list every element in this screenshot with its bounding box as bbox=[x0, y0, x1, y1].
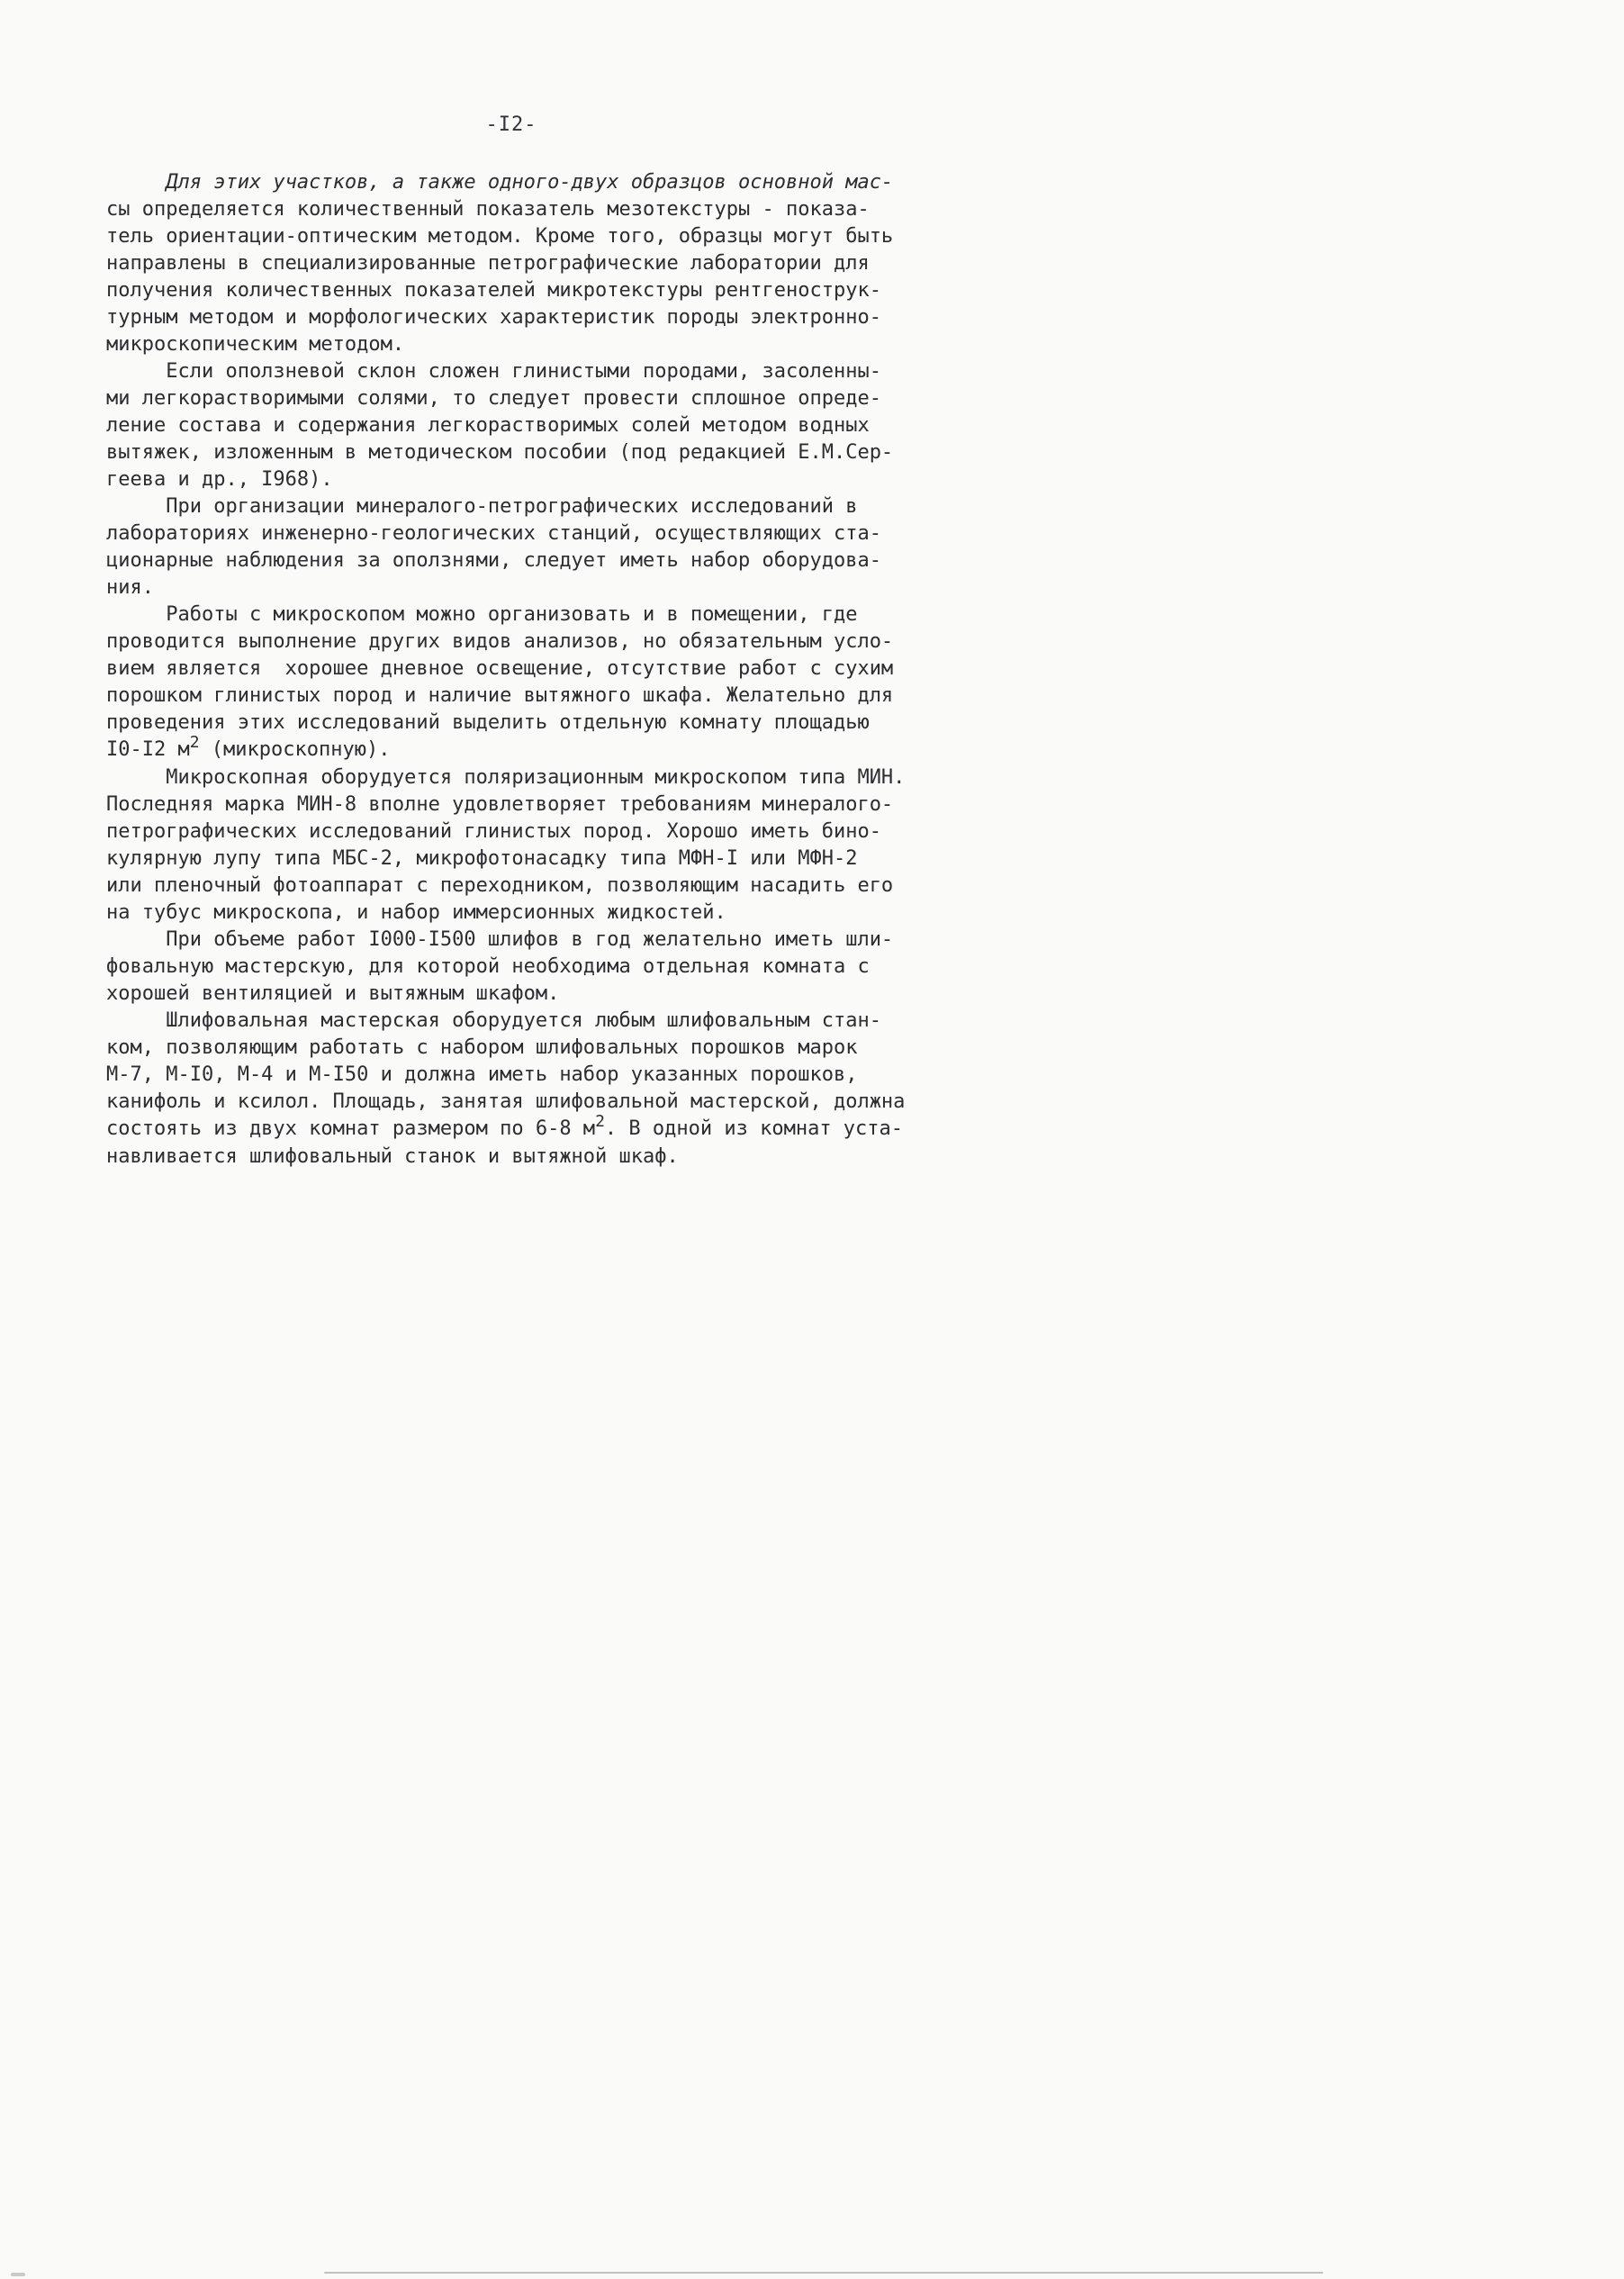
paragraph bbox=[106, 169, 970, 358]
text-line: Для этих участков, а также одного-двух образцов основной мас- bbox=[106, 171, 894, 194]
scan-corner-artifact bbox=[11, 2273, 25, 2276]
text-line: направлены в специализированные петрографические лаборатории для bbox=[106, 252, 870, 275]
text-line: ционарные наблюдения за оползнями, следует иметь набор оборудова- bbox=[106, 549, 881, 572]
document-body bbox=[106, 169, 970, 1171]
text-line: Микроскопная оборудуется поляризационным микроскопом типа МИН. bbox=[106, 766, 906, 789]
text-line: М-7, М-I0, М-4 и М-I50 и должна иметь набор указанных порошков, bbox=[106, 1063, 858, 1086]
text-line: сы определяется количественный показатель мезотекстуры - показа- bbox=[106, 198, 870, 221]
text-line: ление состава и содержания легкорастворимых солей методом водных bbox=[106, 414, 870, 437]
text-line: ния. bbox=[106, 576, 154, 599]
paragraph bbox=[106, 493, 970, 601]
scan-edge-artifact bbox=[324, 2272, 1323, 2274]
text-line: состоять из двух комнат размером по 6-8 $м^2$. В одной из комнат уста- bbox=[106, 1112, 904, 1140]
text-line: проводится выполнение других видов анализов, но обязательным усло- bbox=[106, 630, 894, 653]
text-line: петрографических исследований глинистых пород. Хорошо иметь бино- bbox=[106, 820, 881, 843]
text-line: проведения этих исследований выделить отдельную комнату площадью bbox=[106, 711, 870, 734]
text-line: кулярную лупу типа МБС-2, микрофотонасадку типа МФН-I или МФН-2 bbox=[106, 847, 858, 870]
paragraph bbox=[106, 1008, 970, 1171]
text-line: Шлифовальная мастерская оборудуется любым шлифовальным стан- bbox=[106, 1009, 881, 1032]
text-line: на тубус микроскопа, и набор иммерсионных жидкостей. bbox=[106, 901, 726, 924]
text-line: тель ориентации-оптическим методом. Кроме того, образцы могут быть bbox=[106, 225, 894, 248]
text-line: лабораториях инженерно-геологических станций, осуществляющих ста- bbox=[106, 522, 881, 545]
text-line: При объеме работ I000-I500 шлифов в год желательно иметь шли- bbox=[106, 928, 894, 951]
paragraph bbox=[106, 358, 970, 493]
page-number: -I2- bbox=[485, 113, 537, 136]
superscript-2: 2 bbox=[189, 733, 200, 752]
paragraph bbox=[106, 601, 970, 764]
text-line: микроскопическим методом. bbox=[106, 333, 405, 356]
text-line: навливается шлифовальный станок и вытяжной шкаф. bbox=[106, 1145, 679, 1168]
text-line: фовальную мастерскую, для которой необходима отдельная комната с bbox=[106, 955, 870, 978]
text-line: хорошей вентиляцией и вытяжным шкафом. bbox=[106, 982, 560, 1005]
text-line: Последняя марка МИН-8 вполне удовлетворяет требованиям минералого- bbox=[106, 793, 894, 816]
text-line: порошком глинистых пород и наличие вытяжного шкафа. Желательно для bbox=[106, 684, 894, 707]
text-line: ком, позволяющим работать с набором шлифовальных порошков марок bbox=[106, 1036, 858, 1059]
text-line: вием является хорошее дневное освещение, отсутствие работ с сухим bbox=[106, 657, 894, 680]
text-line: При организации минералого-петрографических исследований в bbox=[106, 495, 858, 518]
text-line: геева и др., I968). bbox=[106, 468, 333, 491]
paragraph bbox=[106, 764, 970, 927]
superscript-2: 2 bbox=[595, 1112, 605, 1131]
text-line: получения количественных показателей микротекстуры рентгенострук- bbox=[106, 279, 881, 302]
text-line: I0-I2 $м^2$ (микроскопную). bbox=[106, 733, 391, 761]
text-line: Работы с микроскопом можно организовать и в помещении, где bbox=[106, 603, 858, 626]
text-line: турным методом и морфологических характеристик породы электронно- bbox=[106, 306, 881, 329]
text-line: ми легкорастворимыми солями, то следует провести сплошное опреде- bbox=[106, 387, 881, 410]
text-line: Если оползневой склон сложен глинистыми породами, засоленны- bbox=[106, 360, 881, 383]
text-line: канифоль и ксилол. Площадь, занятая шлифовальной мастерской, должна bbox=[106, 1090, 906, 1113]
paragraph bbox=[106, 927, 970, 1008]
text-line: или пленочный фотоаппарат с переходником, позволяющим насадить его bbox=[106, 874, 894, 897]
text-line: вытяжек, изложенным в методическом пособии (под редакцией Е.М.Сер- bbox=[106, 441, 894, 464]
